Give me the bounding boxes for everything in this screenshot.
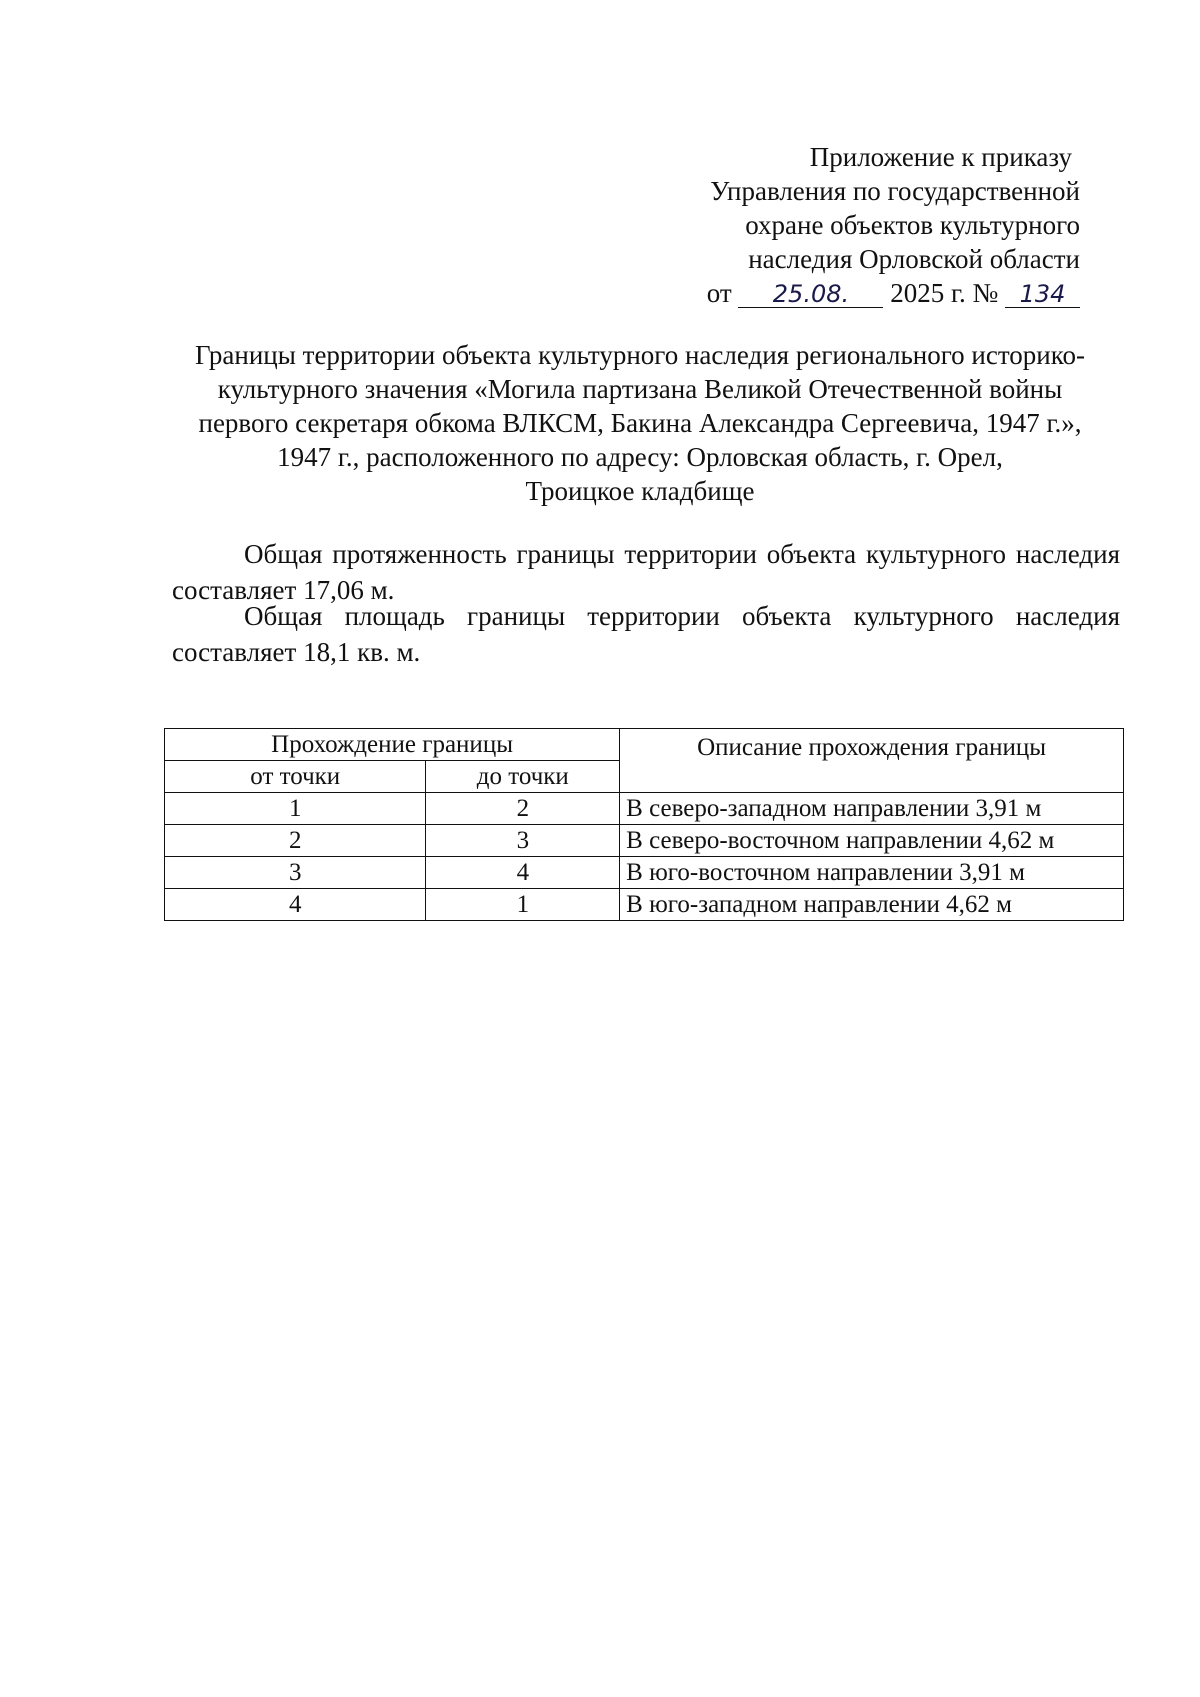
description-cell: В юго-восточном направлении 3,91 м	[620, 857, 1124, 889]
table-row	[165, 825, 1124, 857]
appendix-line-1: Приложение к приказу	[809, 142, 1072, 172]
to-point-cell: 1	[426, 889, 620, 921]
appendix-line-2: Управления по государственной	[710, 176, 1080, 206]
description-cell: В юго-западном направлении 4,62 м	[620, 889, 1124, 921]
date-prefix: от	[706, 278, 732, 308]
header-description: Описание прохождения границы	[620, 729, 1124, 793]
title-line-1: Границы территории объекта культурного наследия регионального историко-	[195, 340, 1085, 370]
to-point-cell: 4	[426, 857, 620, 889]
handwritten-order-number: 134	[1005, 281, 1080, 308]
from-point-cell: 4	[165, 889, 426, 921]
boundary-table	[164, 728, 1124, 921]
from-point-cell: 2	[165, 825, 426, 857]
table-row	[165, 857, 1124, 889]
appendix-line-4: наследия Орловской области	[748, 244, 1080, 274]
appendix-line-3: охране объектов культурного	[745, 210, 1080, 240]
appendix-header	[580, 140, 1080, 310]
title-line-5: Троицкое кладбище	[525, 476, 755, 506]
table-header-row	[165, 729, 1124, 761]
year-text: 2025 г. №	[890, 278, 999, 308]
description-cell: В северо-западном направлении 3,91 м	[620, 793, 1124, 825]
order-date-line	[580, 276, 1080, 310]
title-line-4: 1947 г., расположенного по адресу: Орловская область, г. Орел,	[277, 442, 1003, 472]
handwritten-date: 25.08.	[738, 281, 883, 308]
to-point-cell: 2	[426, 793, 620, 825]
boundary-length-paragraph: Общая протяженность границы территории объекта культурного наследия составляет 17,06 м.	[172, 539, 1120, 605]
title-line-3: первого секретаря обкома ВЛКСМ, Бакина Александра Сергеевича, 1947 г.»,	[198, 408, 1082, 438]
description-cell: В северо-восточном направлении 4,62 м	[620, 825, 1124, 857]
from-point-cell: 3	[165, 857, 426, 889]
header-boundary-passage: Прохождение границы	[165, 729, 620, 761]
header-from-point: от точки	[165, 761, 426, 793]
header-to-point: до точки	[426, 761, 620, 793]
table-row	[165, 793, 1124, 825]
table-row	[165, 889, 1124, 921]
title-line-2: культурного значения «Могила партизана Великой Отечественной войны	[217, 374, 1063, 404]
from-point-cell: 1	[165, 793, 426, 825]
boundary-area-paragraph: Общая площадь границы территории объекта культурного наследия составляет 18,1 кв. м.	[172, 601, 1120, 667]
to-point-cell: 3	[426, 825, 620, 857]
document-title	[160, 338, 1120, 508]
